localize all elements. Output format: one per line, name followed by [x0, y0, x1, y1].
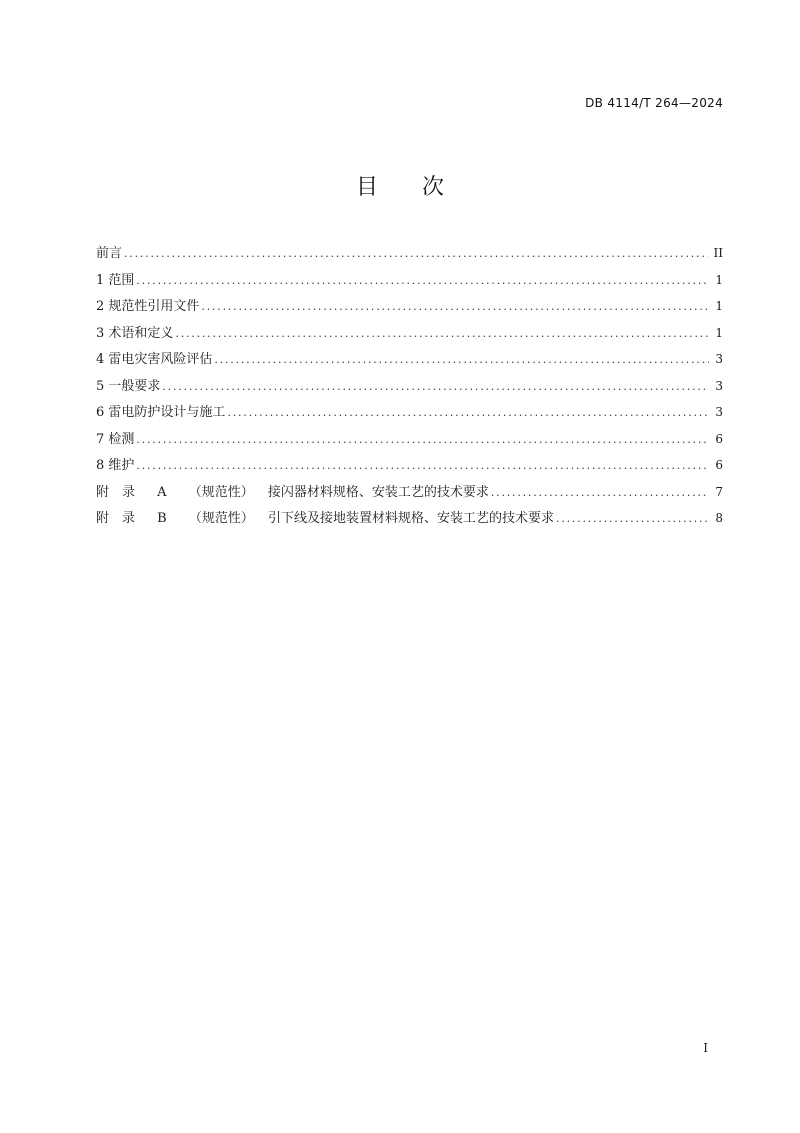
table-of-contents — [96, 242, 723, 534]
toc-entry-page: 6 — [715, 458, 723, 472]
toc-entry-label — [96, 507, 556, 526]
toc-entry-terms-definitions[interactable] — [96, 322, 723, 349]
dot-leader — [175, 327, 709, 340]
toc-entry-appendix-a[interactable] — [96, 481, 723, 508]
toc-entry-scope[interactable] — [96, 269, 723, 296]
toc-entry-label: 1 范围 — [96, 272, 135, 288]
document-code: DB 4114/T 264—2024 — [585, 96, 723, 110]
dot-leader — [491, 486, 710, 499]
appendix-letter: B — [157, 511, 167, 526]
appendix-type: （规范性） — [188, 484, 254, 500]
appendix-word: 附 录 — [96, 511, 136, 526]
toc-entry-maintenance[interactable] — [96, 454, 723, 481]
toc-entry-normative-references[interactable] — [96, 295, 723, 322]
page-title: 目 次 — [355, 175, 444, 200]
dot-leader — [227, 406, 709, 419]
toc-entry-design-construction[interactable] — [96, 401, 723, 428]
dot-leader — [136, 459, 709, 472]
toc-entry-label — [96, 481, 491, 500]
toc-entry-label: 5 一般要求 — [96, 378, 161, 394]
appendix-letter: A — [157, 484, 167, 500]
toc-entry-label: 6 雷电防护设计与施工 — [96, 405, 226, 420]
toc-entry-inspection[interactable] — [96, 428, 723, 455]
appendix-word: 附 录 — [96, 484, 136, 500]
toc-entry-page: 3 — [715, 352, 723, 366]
toc-entry-general-requirements[interactable] — [96, 375, 723, 402]
dot-leader — [201, 300, 709, 313]
dot-leader — [162, 380, 709, 393]
toc-entry-page: 1 — [715, 325, 723, 340]
dot-leader — [556, 512, 709, 525]
toc-entry-appendix-b[interactable] — [96, 507, 723, 534]
toc-entry-foreword[interactable] — [96, 242, 723, 269]
toc-entry-label: 2 规范性引用文件 — [96, 299, 200, 314]
appendix-type: （规范性） — [188, 511, 254, 526]
dot-leader — [136, 433, 709, 446]
toc-entry-page: 1 — [715, 299, 723, 313]
toc-entry-label: 8 维护 — [96, 458, 135, 473]
toc-entry-page: 7 — [715, 484, 723, 499]
toc-entry-label: 7 检测 — [96, 431, 135, 447]
toc-entry-page: 6 — [715, 431, 723, 446]
toc-entry-page: 1 — [715, 272, 723, 287]
appendix-title: 接闪器材料规格、安装工艺的技术要求 — [267, 484, 489, 500]
toc-entry-label: 前言 — [96, 246, 123, 261]
toc-entry-page: 3 — [715, 378, 723, 393]
dot-leader — [214, 353, 709, 366]
appendix-title: 引下线及接地装置材料规格、安装工艺的技术要求 — [268, 511, 555, 526]
page-number: I — [703, 1041, 708, 1055]
dot-leader — [136, 274, 709, 287]
dot-leader — [124, 247, 708, 260]
toc-entry-page: 3 — [715, 405, 723, 419]
toc-entry-label: 3 术语和定义 — [96, 325, 174, 341]
toc-entry-page: II — [713, 246, 723, 260]
toc-entry-label: 4 雷电灾害风险评估 — [96, 352, 213, 367]
toc-entry-page: 8 — [715, 511, 723, 525]
toc-entry-risk-assessment[interactable] — [96, 348, 723, 375]
